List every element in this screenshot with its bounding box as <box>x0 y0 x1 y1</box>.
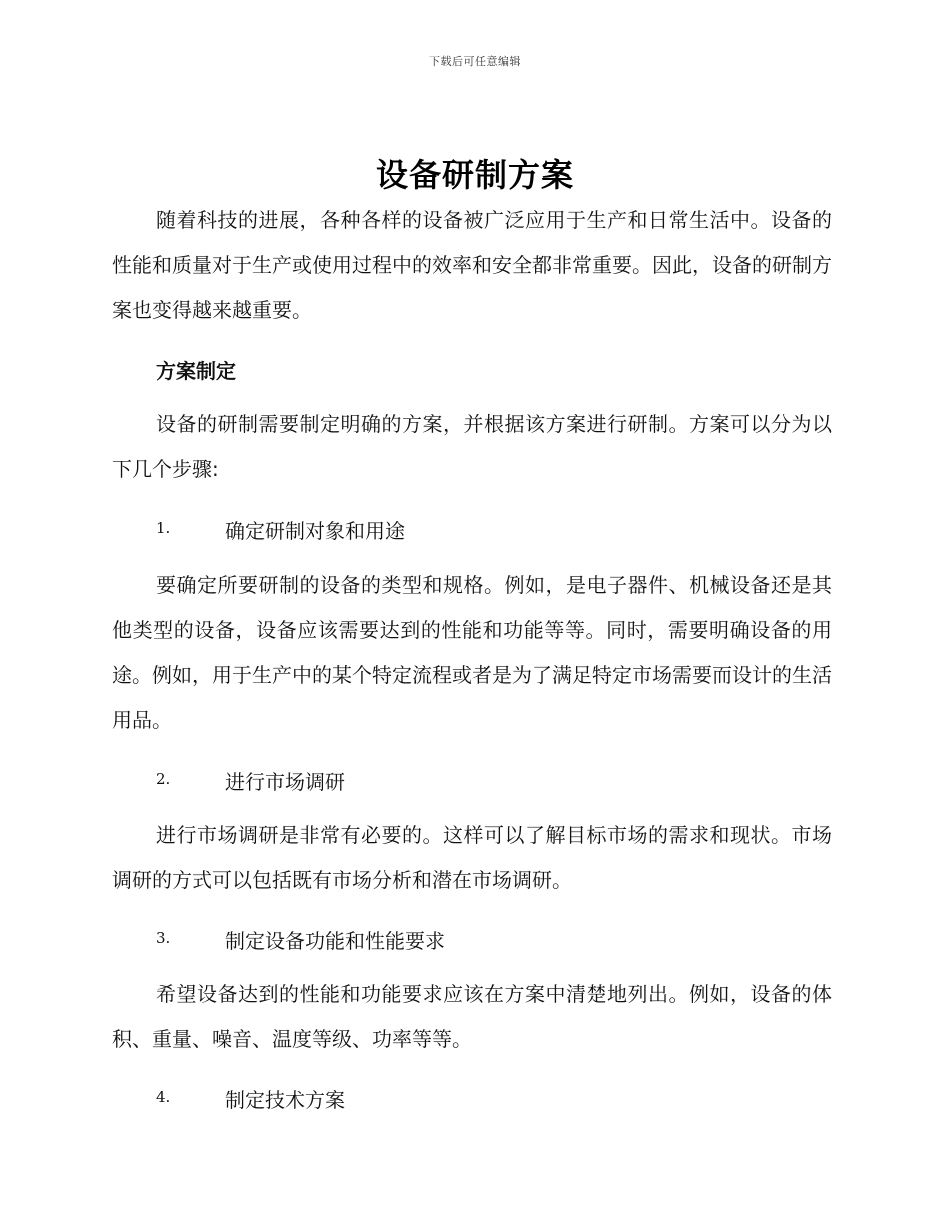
intro-paragraph: 随着科技的进展，各种各样的设备被广泛应用于生产和日常生活中。设备的性能和质量对于生产或使用过程中的效率和安全都非常重要。因此，设备的研制方案也变得越来越重要。 <box>112 208 832 322</box>
section-heading: 方案制定 <box>156 359 236 383</box>
step-paragraph: 希望设备达到的性能和功能要求应该在方案中清楚地列出。例如，设备的体积、重量、噪音、温度等级、功率等等。 <box>112 982 832 1051</box>
list-label: 进行市场调研 <box>225 770 345 794</box>
step-paragraph: 要确定所要研制的设备的类型和规格。例如，是电子器件、机械设备还是其他类型的设备，设备应该需要达到的性能和功能等等。同时，需要明确设备的用途。例如，用于生产中的某个特定流程或者是为了满足特定市场需要而设计的生活用品。 <box>112 573 832 732</box>
step-paragraph: 进行市场调研是非常有必要的。这样可以了解目标市场的需求和现状。市场调研的方式可以包括既有市场分析和潜在市场调研。 <box>112 823 832 892</box>
list-number: 3. <box>156 929 171 947</box>
list-label: 制定技术方案 <box>225 1088 345 1112</box>
list-label: 制定设备功能和性能要求 <box>225 929 445 953</box>
list-number: 2. <box>156 770 171 788</box>
list-number: 4. <box>156 1088 171 1106</box>
list-number: 1. <box>156 519 171 537</box>
section-intro-paragraph: 设备的研制需要制定明确的方案，并根据该方案进行研制。方案可以分为以下几个步骤: <box>112 412 832 481</box>
document-title: 设备研制方案 <box>375 156 574 194</box>
header-note: 下载后可任意编辑 <box>429 55 521 68</box>
list-label: 确定研制对象和用途 <box>225 519 405 543</box>
